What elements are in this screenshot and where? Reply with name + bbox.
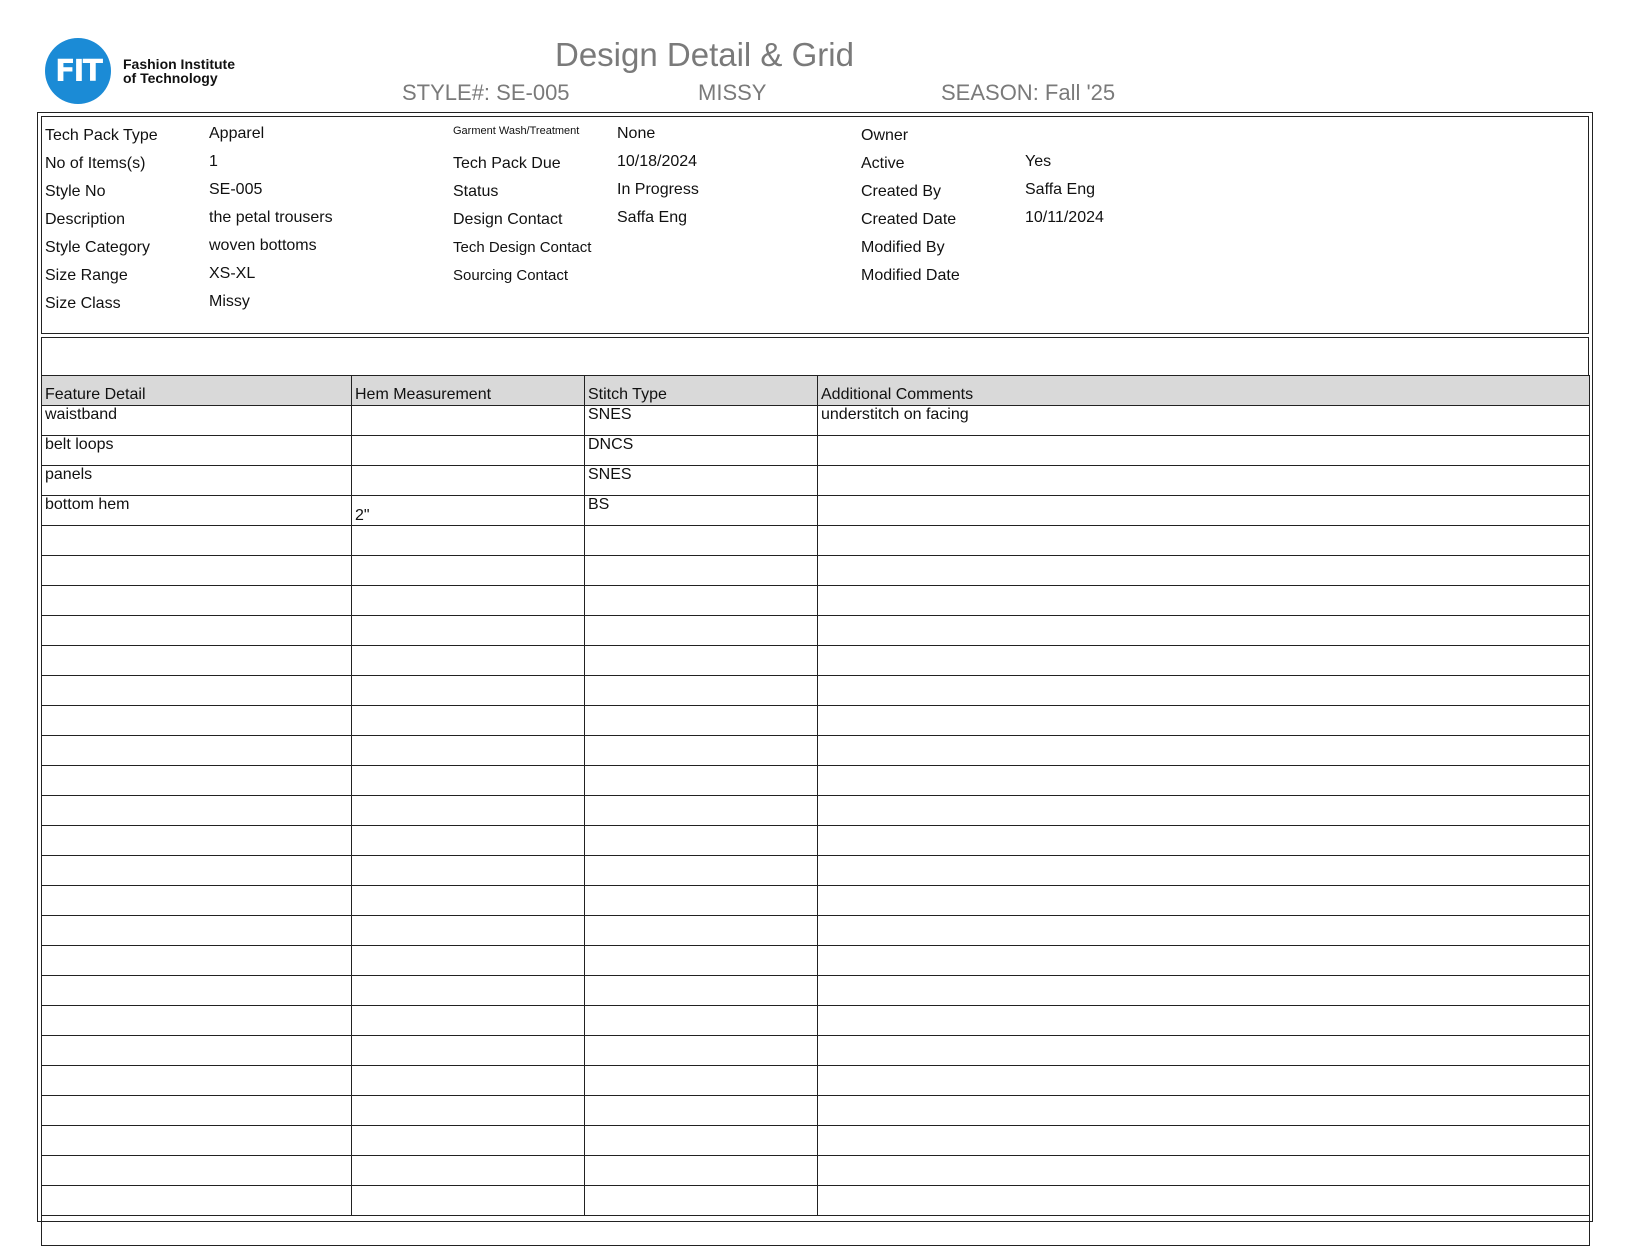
fit-logo-wordmark bbox=[123, 57, 235, 85]
grid-empty-row bbox=[42, 796, 1590, 826]
feature-detail-cell[interactable]: belt loops bbox=[42, 436, 352, 466]
info-label: Created Date bbox=[861, 211, 957, 228]
comments-cell[interactable] bbox=[818, 1126, 1590, 1156]
info-label: Garment Wash/Treatment bbox=[453, 125, 580, 137]
grid-empty-row bbox=[42, 1036, 1590, 1066]
design-detail-grid bbox=[41, 375, 1590, 1246]
hem-measurement-cell[interactable] bbox=[352, 1006, 585, 1036]
hem-measurement-cell[interactable] bbox=[352, 646, 585, 676]
info-value: Apparel bbox=[209, 125, 265, 142]
stitch-type-cell[interactable] bbox=[585, 556, 818, 586]
size-class-heading: MISSY bbox=[698, 80, 767, 105]
stitch-type-cell[interactable] bbox=[585, 826, 818, 856]
stitch-type-cell[interactable] bbox=[585, 706, 818, 736]
grid-footer-cell bbox=[42, 1216, 1590, 1246]
info-label: Sourcing Contact bbox=[453, 267, 569, 284]
style-number: STYLE#: SE-005 bbox=[402, 80, 570, 105]
stitch-type-cell[interactable] bbox=[585, 676, 818, 706]
feature-detail-cell[interactable] bbox=[42, 946, 352, 976]
stitch-type-cell[interactable] bbox=[585, 1156, 818, 1186]
info-label: Status bbox=[453, 183, 499, 200]
info-label: Size Class bbox=[45, 295, 121, 312]
feature-detail-cell[interactable] bbox=[42, 1186, 352, 1216]
stitch-type-cell[interactable]: SNES bbox=[585, 406, 818, 436]
stitch-type-cell[interactable] bbox=[585, 886, 818, 916]
grid-row bbox=[42, 496, 1590, 526]
info-value: Yes bbox=[1025, 153, 1052, 170]
comments-cell[interactable] bbox=[818, 646, 1590, 676]
feature-detail-cell[interactable] bbox=[42, 886, 352, 916]
feature-detail-cell[interactable] bbox=[42, 526, 352, 556]
comments-cell[interactable] bbox=[818, 1096, 1590, 1126]
feature-detail-cell[interactable] bbox=[42, 796, 352, 826]
stitch-type-cell[interactable] bbox=[585, 946, 818, 976]
grid-row bbox=[42, 406, 1590, 436]
hem-measurement-cell[interactable] bbox=[352, 766, 585, 796]
info-label: Description bbox=[45, 211, 126, 228]
col-hem-measurement: Hem Measurement bbox=[352, 376, 585, 406]
grid-empty-row bbox=[42, 1006, 1590, 1036]
grid-empty-row bbox=[42, 616, 1590, 646]
info-value: In Progress bbox=[617, 181, 699, 198]
hem-measurement-cell[interactable] bbox=[352, 856, 585, 886]
feature-detail-cell[interactable] bbox=[42, 1006, 352, 1036]
comments-cell[interactable] bbox=[818, 706, 1590, 736]
comments-cell[interactable] bbox=[818, 526, 1590, 556]
comments-cell[interactable] bbox=[818, 976, 1590, 1006]
info-value: None bbox=[617, 125, 656, 142]
comments-cell[interactable] bbox=[818, 1036, 1590, 1066]
grid-empty-row bbox=[42, 766, 1590, 796]
feature-detail-cell[interactable] bbox=[42, 646, 352, 676]
fit-logo bbox=[45, 38, 235, 104]
stitch-type-cell[interactable] bbox=[585, 526, 818, 556]
hem-measurement-cell[interactable] bbox=[352, 736, 585, 766]
comments-cell[interactable] bbox=[818, 1186, 1590, 1216]
stitch-type-cell[interactable] bbox=[585, 1126, 818, 1156]
stitch-type-cell[interactable] bbox=[585, 1066, 818, 1096]
stitch-type-cell[interactable] bbox=[585, 646, 818, 676]
grid-empty-row bbox=[42, 916, 1590, 946]
comments-cell[interactable]: understitch on facing bbox=[818, 406, 1590, 436]
comments-cell[interactable] bbox=[818, 616, 1590, 646]
comments-cell[interactable] bbox=[818, 736, 1590, 766]
grid-empty-row bbox=[42, 886, 1590, 916]
hem-measurement-cell[interactable] bbox=[352, 616, 585, 646]
logo-line-2: of Technology bbox=[123, 70, 218, 86]
info-value: XS-XL bbox=[209, 265, 256, 282]
info-label: Tech Pack Due bbox=[453, 155, 561, 172]
info-panel bbox=[41, 116, 1589, 334]
feature-detail-cell[interactable]: waistband bbox=[42, 406, 352, 436]
feature-detail-cell[interactable] bbox=[42, 586, 352, 616]
stitch-type-cell[interactable] bbox=[585, 616, 818, 646]
grid-empty-row bbox=[42, 856, 1590, 886]
comments-cell[interactable] bbox=[818, 586, 1590, 616]
stitch-type-cell[interactable]: SNES bbox=[585, 466, 818, 496]
comments-cell[interactable] bbox=[818, 1006, 1590, 1036]
hem-measurement-cell[interactable] bbox=[352, 1096, 585, 1126]
logo-line-1: Fashion Institute bbox=[123, 56, 235, 72]
info-value: 10/18/2024 bbox=[617, 153, 698, 170]
stitch-type-cell[interactable]: DNCS bbox=[585, 436, 818, 466]
info-value: Saffa Eng bbox=[617, 209, 687, 226]
grid-empty-row bbox=[42, 1156, 1590, 1186]
hem-measurement-cell[interactable] bbox=[352, 1036, 585, 1066]
feature-detail-cell[interactable] bbox=[42, 556, 352, 586]
comments-cell[interactable] bbox=[818, 916, 1590, 946]
hem-measurement-cell[interactable] bbox=[352, 526, 585, 556]
stitch-type-cell[interactable] bbox=[585, 796, 818, 826]
stitch-type-cell[interactable] bbox=[585, 736, 818, 766]
info-label: Style Category bbox=[45, 239, 150, 256]
comments-cell[interactable] bbox=[818, 856, 1590, 886]
hem-measurement-cell[interactable] bbox=[352, 796, 585, 826]
info-label: Modified Date bbox=[861, 267, 960, 284]
info-value: SE-005 bbox=[209, 181, 263, 198]
info-label: No of Items(s) bbox=[45, 155, 146, 172]
info-label: Style No bbox=[45, 183, 106, 200]
info-label: Active bbox=[861, 155, 905, 172]
info-label: Created By bbox=[861, 183, 942, 200]
grid-row bbox=[42, 436, 1590, 466]
info-label: Tech Design Contact bbox=[453, 239, 592, 256]
col-stitch-type: Stitch Type bbox=[585, 376, 818, 406]
hem-measurement-cell[interactable] bbox=[352, 676, 585, 706]
comments-cell[interactable] bbox=[818, 496, 1590, 526]
feature-detail-cell[interactable]: bottom hem bbox=[42, 496, 352, 526]
grid-empty-row bbox=[42, 556, 1590, 586]
grid-empty-row bbox=[42, 1096, 1590, 1126]
hem-measurement-cell[interactable] bbox=[352, 826, 585, 856]
stitch-type-cell[interactable] bbox=[585, 856, 818, 886]
feature-detail-cell[interactable] bbox=[42, 916, 352, 946]
info-value: Missy bbox=[209, 293, 250, 310]
stitch-type-cell[interactable] bbox=[585, 586, 818, 616]
grid-empty-row bbox=[42, 526, 1590, 556]
hem-measurement-cell[interactable] bbox=[352, 916, 585, 946]
grid-empty-row bbox=[42, 736, 1590, 766]
grid-empty-row bbox=[42, 706, 1590, 736]
comments-cell[interactable] bbox=[818, 946, 1590, 976]
comments-cell[interactable] bbox=[818, 466, 1590, 496]
info-label: Modified By bbox=[861, 239, 945, 256]
hem-measurement-cell[interactable] bbox=[352, 556, 585, 586]
grid-empty-row bbox=[42, 676, 1590, 706]
hem-measurement-cell[interactable] bbox=[352, 706, 585, 736]
info-label: Size Range bbox=[45, 267, 128, 284]
feature-detail-cell[interactable] bbox=[42, 766, 352, 796]
info-value: woven bottoms bbox=[209, 237, 317, 254]
feature-detail-cell[interactable] bbox=[42, 1036, 352, 1066]
stitch-type-cell[interactable] bbox=[585, 1036, 818, 1066]
grid-empty-row bbox=[42, 826, 1590, 856]
grid-empty-row bbox=[42, 646, 1590, 676]
feature-detail-cell[interactable] bbox=[42, 676, 352, 706]
stitch-type-cell[interactable] bbox=[585, 1186, 818, 1216]
info-value: the petal trousers bbox=[209, 209, 333, 226]
hem-measurement-cell[interactable] bbox=[352, 466, 585, 496]
hem-measurement-cell[interactable] bbox=[352, 586, 585, 616]
info-value: 10/11/2024 bbox=[1025, 209, 1104, 226]
page-title: Design Detail & Grid bbox=[555, 36, 854, 73]
feature-detail-cell[interactable] bbox=[42, 1156, 352, 1186]
feature-detail-cell[interactable] bbox=[42, 856, 352, 886]
fit-logo-mark: FIT bbox=[45, 38, 111, 104]
stitch-type-cell[interactable] bbox=[585, 1006, 818, 1036]
grid-empty-row bbox=[42, 1186, 1590, 1216]
stitch-type-cell[interactable] bbox=[585, 1096, 818, 1126]
feature-detail-cell[interactable] bbox=[42, 616, 352, 646]
hem-measurement-cell[interactable] bbox=[352, 946, 585, 976]
comments-cell[interactable] bbox=[818, 826, 1590, 856]
feature-detail-cell[interactable]: panels bbox=[42, 466, 352, 496]
hem-measurement-cell[interactable] bbox=[352, 1066, 585, 1096]
feature-detail-cell[interactable] bbox=[42, 976, 352, 1006]
grid-empty-row bbox=[42, 1066, 1590, 1096]
stitch-type-cell[interactable] bbox=[585, 916, 818, 946]
hem-measurement-cell[interactable] bbox=[352, 1156, 585, 1186]
comments-cell[interactable] bbox=[818, 886, 1590, 916]
hem-measurement-cell[interactable] bbox=[352, 886, 585, 916]
grid-empty-row bbox=[42, 586, 1590, 616]
hem-measurement-cell[interactable] bbox=[352, 436, 585, 466]
hem-measurement-cell[interactable] bbox=[352, 1126, 585, 1156]
stitch-type-cell[interactable] bbox=[585, 766, 818, 796]
feature-detail-cell[interactable] bbox=[42, 736, 352, 766]
info-label: Tech Pack Type bbox=[45, 127, 158, 144]
hem-measurement-cell[interactable] bbox=[352, 406, 585, 436]
comments-cell[interactable] bbox=[818, 1156, 1590, 1186]
sheet-frame bbox=[37, 112, 1593, 1222]
feature-detail-cell[interactable] bbox=[42, 1096, 352, 1126]
grid-row bbox=[42, 466, 1590, 496]
season-heading: SEASON: Fall '25 bbox=[941, 80, 1116, 105]
grid-footer-row bbox=[42, 1216, 1590, 1246]
comments-cell[interactable] bbox=[818, 766, 1590, 796]
comments-cell[interactable] bbox=[818, 436, 1590, 466]
col-feature-detail: Feature Detail bbox=[42, 376, 352, 406]
feature-detail-cell[interactable] bbox=[42, 1066, 352, 1096]
comments-cell[interactable] bbox=[818, 676, 1590, 706]
hem-measurement-cell[interactable] bbox=[352, 1186, 585, 1216]
feature-detail-cell[interactable] bbox=[42, 826, 352, 856]
stitch-type-cell[interactable]: BS bbox=[585, 496, 818, 526]
grid-empty-row bbox=[42, 1126, 1590, 1156]
col-additional-comments: Additional Comments bbox=[818, 376, 1590, 406]
grid-empty-row bbox=[42, 976, 1590, 1006]
info-label: Design Contact bbox=[453, 211, 563, 228]
comments-cell[interactable] bbox=[818, 796, 1590, 826]
spacer-band bbox=[41, 337, 1589, 375]
grid-empty-row bbox=[42, 946, 1590, 976]
info-value: Saffa Eng bbox=[1025, 181, 1095, 198]
hem-measurement-cell[interactable] bbox=[352, 976, 585, 1006]
info-value: 1 bbox=[209, 153, 218, 170]
comments-cell[interactable] bbox=[818, 556, 1590, 586]
info-label: Owner bbox=[861, 127, 909, 144]
feature-detail-cell[interactable] bbox=[42, 1126, 352, 1156]
stitch-type-cell[interactable] bbox=[585, 976, 818, 1006]
hem-measurement-cell[interactable]: 2" bbox=[352, 496, 585, 526]
comments-cell[interactable] bbox=[818, 1066, 1590, 1096]
feature-detail-cell[interactable] bbox=[42, 706, 352, 736]
grid-header-row bbox=[42, 376, 1590, 406]
